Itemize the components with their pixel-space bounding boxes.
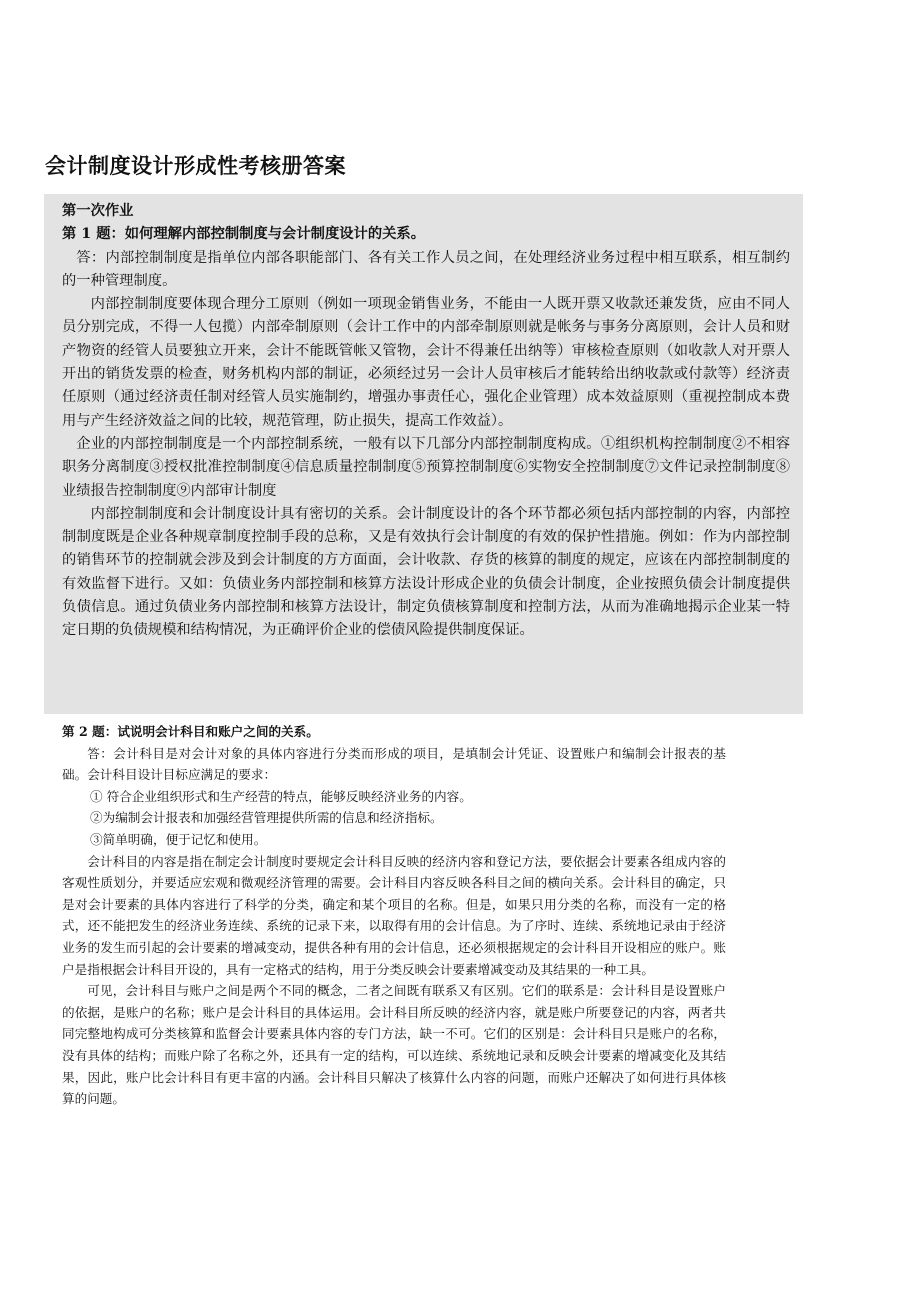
assignment-1-block [44,194,803,714]
section-heading: 第一次作业 [62,203,134,219]
requirement-list-item: ②为编制会计报表和加强经营管理提供所需的信息和经济指标。 [90,810,443,826]
document-title: 会计制度设计形成性考核册答案 [45,154,346,178]
answer-paragraph: 内部控制制度要体现合理分工原则（例如一项现金销售业务，不能由一人既开票又收款还兼发货，应由不同人员分别完成，不得一人包揽）内部牵制原则（会计工作中的内部牵制原则就是帐务与事务分离原则，会计人员和财产物资的经管人员要独立开来，会计不能既管帐又管物，会计不得兼任出纳等）审核检查原则（如收款人对开票人开出的销货发票的检查，财务机构内部的制证，必须经过另一会计人员审核后才能转给出纳收款或付款等）经济责任原则（通过经济责任制对经管人员实施制约，增强办事责任心，强化企业管理）成本效益原则（重视控制成本费用与产生经济效益之间的比较，规范管理，防止损失，提高工作效益）。 [62,296,790,429]
question-2-heading: 第 2 题：试说明会计科目和账户之间的关系。 [62,724,319,739]
answer-paragraph: 会计科目的内容是指在制定会计制度时要规定会计科目反映的经济内容和登记方法，要依据会计要素各组成内容的客观性质划分，并要适应宏观和微观经济管理的需要。会计科目内容反映各科目之间的横向关系。会计科目的确定，只是对会计要素的具体内容进行了科学的分类，确定和某个项目的名称。但是，如果只用分类的名称，而没有一定的格式，还不能把发生的经济业务连续、系统的记录下来，以取得有用的会计信息。为了序时、连续、系统地记录由于经济业务的发生而引起的会计要素的增减变动，提供各种有用的会计信息，还必须根据规定的会计科目开设相应的账户。账户是指根据会计科目开设的，具有一定格式的结构，用于分类反映会计要素增减变动及其结果的一种工具。 [62,853,726,977]
answer-paragraph: 可见，会计科目与账户之间是两个不同的概念，二者之间既有联系又有区别。它们的联系是：会计科目是设置账户的依据，是账户的名称；账户是会计科目的具体运用。会计科目所反映的经济内容，就是账户所要登记的内容，两者共同完整地构成可分类核算和监督会计要素具体内容的专门方法，缺一不可。它们的区别是：会计科目只是账户的名称，没有具体的结构；而账户除了名称之外，还具有一定的结构，可以连续、系统地记录和反映会计要素的增减变化及其结果，因此，账户比会计科目有更丰富的内涵。会计科目只解决了核算什么内容的问题，而账户还解决了如何进行具体核算的问题。 [62,983,726,1107]
question-1-heading: 第 1 题：如何理解内部控制制度与会计制度设计的关系。 [62,226,426,243]
requirement-list-item: ① 符合企业组织形式和生产经营的特点，能够反映经济业务的内容。 [90,788,472,804]
answer-paragraph: 企业的内部控制制度是一个内部控制系统，一般有以下几部分内部控制制度构成。①组织机构控制制度②不相容职务分离制度③授权批准控制制度④信息质量控制制度⑤预算控制制度⑥实物安全控制制度⑦文件记录控制制度⑧业绩报告控制制度⑨内部审计制度 [62,435,790,499]
answer-intro: 答：会计科目是对会计对象的具体内容进行分类而形成的项目，是填制会计凭证、设置账户和编制会计报表的基础。会计科目设计目标应满足的要求： [62,745,726,783]
answer-paragraph: 内部控制制度和会计制度设计具有密切的关系。会计制度设计的各个环节都必须包括内部控制的内容，内部控制制度既是企业各种规章制度控制手段的总称，又是有效执行会计制度的有效的保护性措施。例如：作为内部控制的销售环节的控制就会涉及到会计制度的方方面面，会计收款、存货的核算的制度的规定，应该在内部控制制度的有效监督下进行。又如：负债业务内部控制和核算方法设计形成企业的负债会计制度，企业按照负债会计制度提供负债信息。通过负债业务内部控制和核算方法设计，制定负债核算制度和控制方法，从而为准确地揭示企业某一特定日期的负债规模和结构情况，为正确评价企业的偿债风险提供制度保证。 [62,505,790,639]
answer-paragraph: 答：内部控制制度是指单位内部各职能部门、各有关工作人员之间，在处理经济业务过程中相互联系，相互制约的一种管理制度。 [62,249,790,289]
requirement-list-item: ③简单明确，便于记忆和使用。 [90,831,267,847]
question-2-block [62,721,726,1110]
